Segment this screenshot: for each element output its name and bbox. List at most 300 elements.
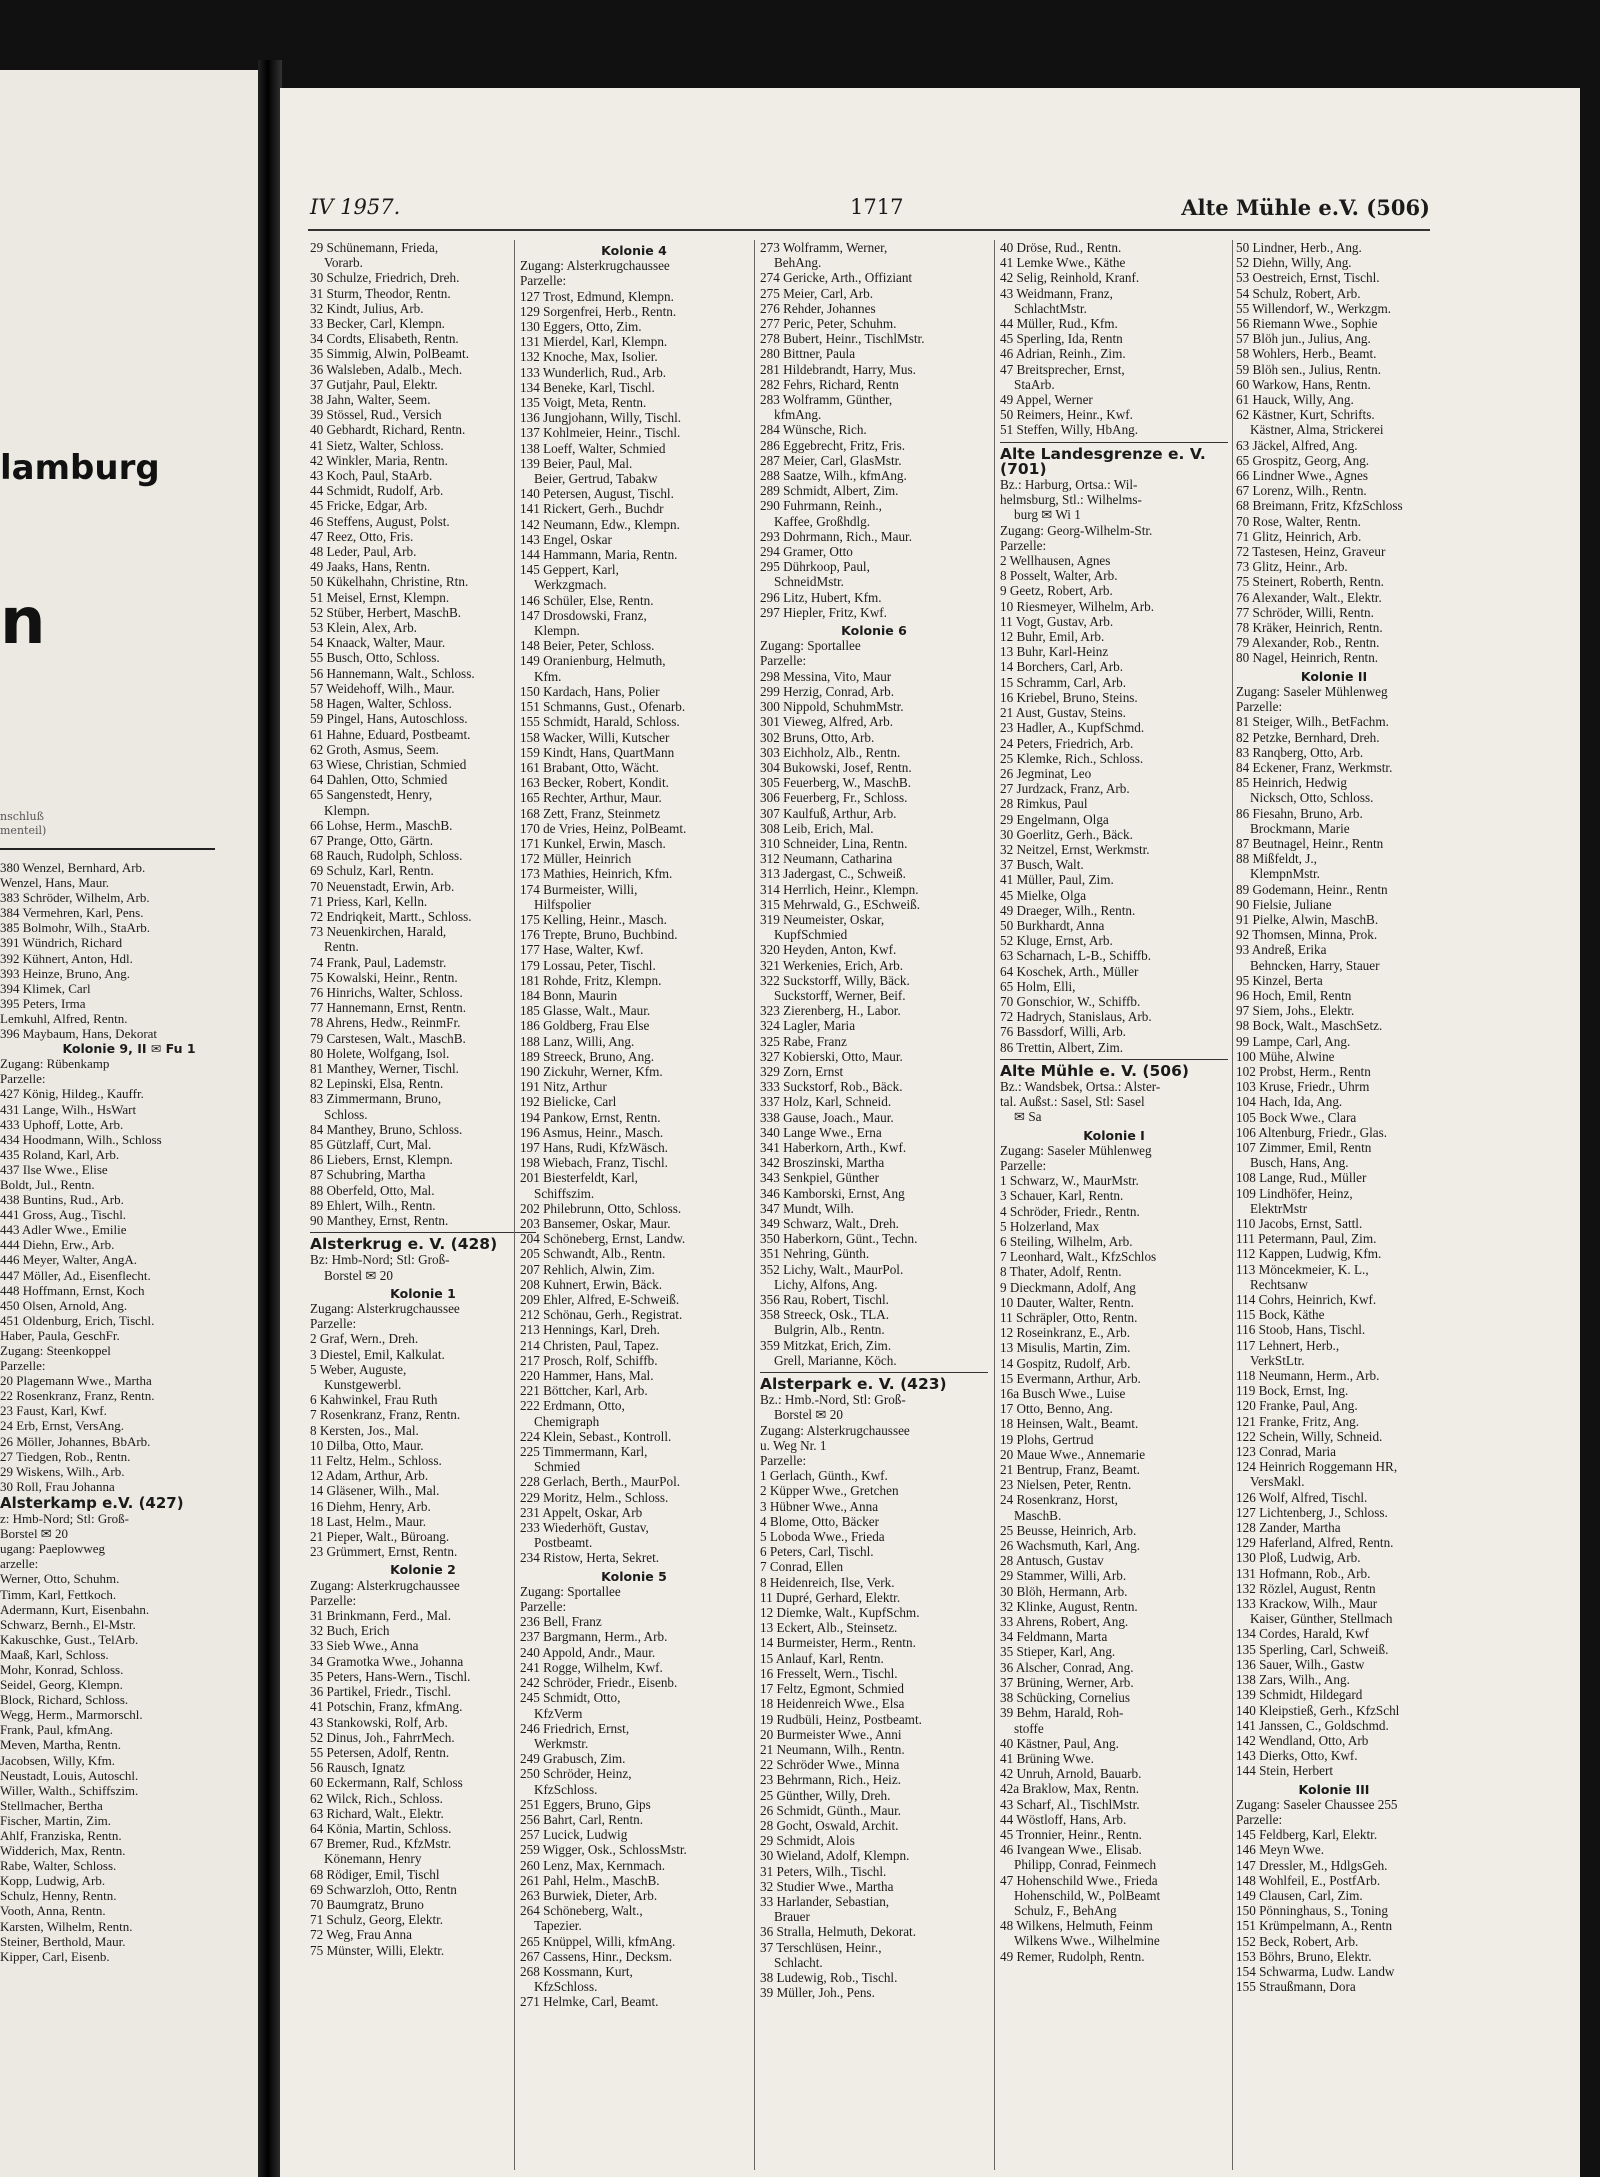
directory-entry: 152 Beck, Robert, Arb.: [1236, 1933, 1359, 1949]
left-entry: Meven, Martha, Rentn.: [0, 1737, 121, 1753]
column-divider: [994, 240, 995, 2170]
left-entry: Kipper, Carl, Eisenb.: [0, 1948, 110, 1964]
directory-entry: 284 Wünsche, Rich.: [760, 422, 867, 438]
entry-continuation: Klempn.: [534, 623, 580, 639]
directory-entry: 24 Peters, Friedrich, Arb.: [1000, 735, 1134, 751]
directory-entry: 4 Schröder, Friedr., Rentn.: [1000, 1203, 1140, 1219]
directory-entry: 263 Burwiek, Dieter, Arb.: [520, 1887, 658, 1903]
directory-entry: 76 Hinrichs, Walter, Schloss.: [310, 984, 463, 1000]
directory-entry: 192 Bielicke, Carl: [520, 1094, 617, 1110]
directory-entry: 86 Trettin, Albert, Zim.: [1000, 1039, 1124, 1055]
directory-entry: 42 Winkler, Maria, Rentn.: [310, 452, 448, 468]
directory-column-2: [520, 240, 748, 2010]
directory-entry: 338 Gause, Joach., Maur.: [760, 1109, 894, 1125]
directory-entry: 277 Peric, Peter, Schuhm.: [760, 316, 897, 332]
directory-entry: 128 Zander, Martha: [1236, 1520, 1341, 1536]
directory-entry: 132 Rözlel, August, Rentn: [1236, 1580, 1376, 1596]
left-entry: Wegg, Herm., Marmorschl.: [0, 1707, 143, 1723]
directory-entry: Parzelle:: [310, 1316, 357, 1332]
directory-entry: 62 Kästner, Kurt, Schrifts.: [1236, 407, 1375, 423]
directory-entry: 13 Misulis, Martin, Zim.: [1000, 1340, 1131, 1356]
left-entry: 447 Möller, Ad., Eisenflecht.: [0, 1267, 151, 1283]
directory-entry: 110 Jacobs, Ernst, Sattl.: [1236, 1216, 1363, 1231]
directory-entry: 260 Lenz, Max, Kernmach.: [520, 1857, 666, 1873]
directory-entry: 10 Dilba, Otto, Maur.: [310, 1437, 424, 1453]
directory-entry: 62 Groth, Asmus, Seem.: [310, 741, 439, 757]
directory-entry: 194 Pankow, Ernst, Rentn.: [520, 1109, 661, 1125]
directory-entry: 41 Müller, Paul, Zim.: [1000, 872, 1114, 888]
directory-entry: 234 Ristow, Herta, Sekret.: [520, 1550, 660, 1566]
directory-entry: 42a Braklow, Max, Rentn.: [1000, 1781, 1140, 1797]
directory-entry: 4 Blome, Otto, Bäcker: [760, 1513, 880, 1529]
left-entry: Kopp, Ludwig, Arb.: [0, 1873, 106, 1889]
directory-entry: 56 Riemann Wwe., Sophie: [1236, 316, 1378, 332]
directory-entry: 249 Grabusch, Zim.: [520, 1751, 626, 1767]
entry-continuation: Schmied: [534, 1459, 581, 1475]
directory-entry: 139 Schmidt, Hildegard: [1236, 1687, 1363, 1703]
directory-entry: 53 Klein, Alex, Arb.: [310, 620, 417, 636]
directory-entry: 31 Peters, Wilh., Tischl.: [760, 1863, 887, 1879]
left-entry: Parzelle:: [0, 1071, 46, 1087]
entry-continuation: Beier, Gertrud, Tabakw: [534, 471, 658, 487]
left-entry: Haber, Paula, GeschFr.: [0, 1327, 120, 1343]
directory-entry: 32 Klinke, August, Rentn.: [1000, 1598, 1138, 1614]
directory-entry: 74 Frank, Paul, Lademstr.: [310, 954, 447, 970]
directory-entry: 34 Cordts, Elisabeth, Rentn.: [310, 331, 459, 347]
directory-entry: 288 Saatze, Wilh., kfmAng.: [760, 468, 907, 484]
left-entry: Rabe, Walter, Schloss.: [0, 1858, 117, 1874]
directory-entry: 242 Schröder, Friedr., Eisenb.: [520, 1675, 678, 1691]
directory-entry: 347 Mundt, Wilh.: [760, 1200, 854, 1216]
directory-entry: 11 Feltz, Helm., Schloss.: [310, 1453, 442, 1469]
directory-entry: 150 Pönninghaus, S., Toning: [1236, 1903, 1388, 1919]
directory-entry: 42 Unruh, Arnold, Bauarb.: [1000, 1766, 1142, 1782]
entry-continuation: Grell, Marianne, Köch.: [774, 1352, 897, 1368]
left-small-line: menteil): [0, 824, 47, 837]
directory-entry: 11 Vogt, Gustav, Arb.: [1000, 613, 1114, 629]
directory-entry: 18 Last, Helm., Maur.: [310, 1513, 427, 1529]
entry-continuation: Kästner, Alma, Strickerei: [1250, 422, 1384, 438]
directory-entry: 130 Ploß, Ludwig, Arb.: [1236, 1550, 1361, 1566]
directory-entry: 3 Diestel, Emil, Kalkulat.: [310, 1346, 445, 1362]
directory-entry: 352 Lichy, Walt., MaurPol.: [760, 1261, 904, 1277]
left-entry: 448 Hoffmann, Ernst, Koch: [0, 1282, 145, 1298]
directory-entry: 177 Hase, Walter, Kwf.: [520, 942, 644, 958]
entry-continuation: Vorarb.: [324, 255, 363, 271]
directory-entry: 324 Lagler, Maria: [760, 1018, 856, 1034]
directory-entry: 129 Haferland, Alfred, Rentn.: [1236, 1535, 1394, 1551]
directory-entry: 209 Ehler, Alfred, E-Schweiß.: [520, 1292, 680, 1308]
directory-entry: 39 Müller, Joh., Pens.: [760, 1985, 875, 2001]
directory-entry: 229 Moritz, Helm., Schloss.: [520, 1489, 669, 1505]
directory-entry: 40 Kästner, Paul, Ang.: [1000, 1735, 1119, 1751]
directory-entry: 141 Rickert, Gerh., Buchdr: [520, 501, 664, 517]
directory-entry: u. Weg Nr. 1: [760, 1437, 827, 1453]
directory-entry: 25 Klemke, Rich., Schloss.: [1000, 750, 1144, 766]
directory-entry: 319 Neumeister, Oskar,: [760, 911, 885, 927]
directory-entry: 144 Stein, Herbert: [1236, 1763, 1334, 1779]
left-divider: [0, 848, 215, 850]
directory-entry: 91 Pielke, Alwin, MaschB.: [1236, 911, 1379, 927]
directory-entry: 21 Neumann, Wilh., Rentn.: [760, 1741, 905, 1757]
entry-continuation: VerkStLtr.: [1250, 1352, 1305, 1368]
directory-entry: 50 Kükelhahn, Christine, Rtn.: [310, 574, 469, 590]
directory-entry: 267 Cassens, Hinr., Decksm.: [520, 1948, 673, 1964]
directory-entry: 146 Meyn Wwe.: [1236, 1842, 1325, 1858]
directory-entry: 85 Heinrich, Hedwig: [1236, 775, 1347, 791]
directory-entry: 144 Hammann, Maria, Rentn.: [520, 547, 678, 563]
directory-entry: 70 Baumgratz, Bruno: [310, 1896, 424, 1912]
directory-entry: 184 Bonn, Maurin: [520, 987, 618, 1003]
directory-entry: 46 Steffens, August, Polst.: [310, 513, 450, 529]
left-entry: Schulz, Henny, Rentn.: [0, 1888, 117, 1904]
directory-entry: Zugang: Alsterkrugchaussee: [310, 1577, 460, 1593]
directory-entry: 25 Günther, Willy, Dreh.: [760, 1787, 891, 1803]
directory-entry: 68 Rödiger, Emil, Tischl: [310, 1866, 440, 1882]
directory-entry: 73 Neuenkirchen, Harald,: [310, 924, 447, 940]
directory-entry: 84 Eckener, Franz, Werkmstr.: [1236, 759, 1393, 775]
entry-continuation: Schloss.: [324, 1106, 368, 1122]
directory-entry: 36 Stralla, Helmuth, Dekorat.: [760, 1924, 917, 1940]
directory-entry: 63 Scharnach, L-B., Schiffb.: [1000, 948, 1152, 964]
column-divider: [514, 240, 515, 2170]
association-heading: Alsterpark e. V. (423): [760, 1372, 988, 1392]
entry-continuation: burg ✉ Wi 1: [1014, 507, 1081, 523]
directory-entry: 29 Engelmann, Olga: [1000, 811, 1109, 827]
directory-entry: 343 Senkpiel, Günther: [760, 1170, 880, 1186]
directory-entry: 32 Neitzel, Ernst, Werkmstr.: [1000, 841, 1150, 857]
entry-continuation: Kaiser, Günther, Stellmach: [1250, 1611, 1393, 1627]
directory-entry: 12 Roseinkranz, E., Arb.: [1000, 1325, 1131, 1341]
directory-entry: 137 Kohlmeier, Heinr., Tischl.: [520, 425, 681, 441]
directory-entry: 37 Busch, Walt.: [1000, 857, 1084, 873]
directory-entry: 106 Altenburg, Friedr., Glas.: [1236, 1124, 1388, 1140]
directory-entry: 138 Zars, Wilh., Ang.: [1236, 1672, 1350, 1688]
directory-entry: Zugang: Saseler Mühlenweg: [1236, 683, 1388, 699]
directory-entry: 32 Studier Wwe., Martha: [760, 1878, 894, 1894]
directory-entry: 286 Eggebrecht, Fritz, Fris.: [760, 437, 906, 453]
directory-entry: 14 Gläsener, Wilh., Mal.: [310, 1483, 440, 1499]
directory-entry: 327 Kobierski, Otto, Maur.: [760, 1048, 903, 1064]
directory-entry: 26 Wachsmuth, Karl, Ang.: [1000, 1538, 1141, 1554]
directory-entry: 85 Gützlaff, Curt, Mal.: [310, 1136, 432, 1152]
directory-entry: 134 Beneke, Karl, Tischl.: [520, 379, 655, 395]
directory-entry: 98 Bock, Walt., MaschSetz.: [1236, 1018, 1383, 1034]
directory-entry: 80 Nagel, Heinrich, Rentn.: [1236, 650, 1379, 666]
entry-continuation: Hohenschild, W., PolBeamt: [1014, 1887, 1161, 1903]
directory-entry: 79 Carstesen, Walt., MaschB.: [310, 1030, 466, 1046]
directory-entry: 26 Schmidt, Günth., Maur.: [760, 1802, 902, 1818]
directory-entry: 176 Trepte, Bruno, Buchbind.: [520, 927, 678, 943]
left-small-line: nschluß: [0, 810, 44, 823]
left-entry: ugang: Paeplowweg: [0, 1541, 106, 1557]
left-entry: 26 Möller, Johannes, BbArb.: [0, 1433, 151, 1449]
directory-entry: 43 Weidmann, Franz,: [1000, 285, 1113, 301]
directory-entry: 35 Simmig, Alwin, PolBeamt.: [310, 346, 469, 362]
left-entry: 396 Maybaum, Hans, Dekorat: [0, 1026, 158, 1042]
directory-entry: 14 Gospitz, Rudolf, Arb.: [1000, 1355, 1131, 1371]
directory-entry: 19 Plohs, Gertrud: [1000, 1431, 1094, 1447]
colony-heading: Kolonie II: [1300, 668, 1368, 684]
directory-entry: 10 Riesmeyer, Wilhelm, Arb.: [1000, 598, 1154, 614]
directory-entry: 16 Kriebel, Bruno, Steins.: [1000, 689, 1138, 705]
directory-entry: 41 Brüning Wwe.: [1000, 1750, 1094, 1766]
directory-entry: 44 Müller, Rud., Kfm.: [1000, 316, 1118, 332]
directory-entry: 312 Neumann, Catharina: [760, 851, 893, 867]
directory-entry: 54 Knaack, Walter, Maur.: [310, 635, 446, 651]
directory-entry: 170 de Vries, Heinz, PolBeamt.: [520, 820, 687, 836]
directory-entry: 46 Ivangean Wwe., Elisab.: [1000, 1842, 1142, 1858]
directory-entry: 68 Rauch, Rudolph, Schloss.: [310, 848, 463, 864]
left-entry: Karsten, Wilhelm, Rentn.: [0, 1918, 133, 1934]
directory-entry: 90 Fielsie, Juliane: [1236, 896, 1332, 912]
left-entry: 446 Meyer, Walter, AngA.: [0, 1252, 138, 1268]
entry-continuation: Wilkens Wwe., Wilhelmine: [1014, 1933, 1160, 1949]
directory-entry: 30 Goerlitz, Gerh., Bäck.: [1000, 826, 1133, 842]
directory-entry: Parzelle:: [1000, 1157, 1047, 1173]
directory-entry: 202 Philebrunn, Otto, Schloss.: [520, 1200, 682, 1216]
left-entry: Widderich, Max, Rentn.: [0, 1843, 126, 1859]
directory-entry: 13 Eckert, Alb., Steinsetz.: [760, 1620, 898, 1636]
directory-entry: 265 Knüppel, Willi, kfmAng.: [520, 1933, 676, 1949]
directory-entry: 66 Lohse, Herm., MaschB.: [310, 817, 453, 833]
directory-entry: 245 Schmidt, Otto,: [520, 1690, 621, 1706]
directory-entry: 81 Manthey, Werner, Tischl.: [310, 1060, 459, 1076]
directory-entry: 28 Antusch, Gustav: [1000, 1553, 1104, 1569]
directory-entry: Zugang: Sportallee: [520, 1583, 621, 1599]
left-entry: 380 Wenzel, Bernhard, Arb.: [0, 860, 146, 875]
directory-entry: 117 Lehnert, Herb.,: [1236, 1337, 1340, 1353]
directory-entry: 7 Conrad, Ellen: [760, 1559, 844, 1575]
directory-entry: 143 Engel, Oskar: [520, 531, 612, 547]
directory-entry: Bz: Hmb-Nord; Stl: Groß-: [310, 1252, 450, 1268]
entry-continuation: SchlachtMstr.: [1014, 300, 1087, 316]
directory-entry: 171 Kunkel, Erwin, Masch.: [520, 835, 666, 851]
directory-entry: 62 Wilck, Rich., Schloss.: [310, 1790, 443, 1806]
directory-entry: 264 Schöneberg, Walt.,: [520, 1903, 643, 1919]
directory-entry: 116 Stoob, Hans, Tischl.: [1236, 1322, 1366, 1338]
directory-column-4: [1000, 240, 1228, 1964]
directory-entry: 6 Kahwinkel, Frau Ruth: [310, 1392, 438, 1408]
directory-entry: 8 Kersten, Jos., Mal.: [310, 1422, 419, 1438]
directory-entry: 341 Haberkorn, Arth., Kwf.: [760, 1139, 907, 1155]
directory-entry: 133 Wunderlich, Rud., Arb.: [520, 364, 667, 380]
directory-entry: Zugang: Georg-Wilhelm-Str.: [1000, 522, 1153, 538]
directory-entry: 337 Holz, Karl, Schneid.: [760, 1094, 892, 1110]
directory-entry: 233 Wiederhöft, Gustav,: [520, 1520, 649, 1536]
directory-entry: 60 Eckermann, Ralf, Schloss: [310, 1775, 463, 1791]
directory-entry: 313 Jadergast, C., Schweiß.: [760, 866, 906, 882]
directory-entry: 323 Zierenberg, H., Labor.: [760, 1003, 901, 1019]
directory-entry: 17 Otto, Benno, Ang.: [1000, 1401, 1113, 1417]
directory-entry: 52 Dinus, Joh., FahrrMech.: [310, 1729, 455, 1745]
directory-entry: 351 Nehring, Günth.: [760, 1246, 870, 1262]
directory-entry: 79 Alexander, Rob., Rentn.: [1236, 635, 1380, 651]
left-entry-list: [0, 860, 258, 1964]
directory-entry: 3 Hübner Wwe., Anna: [760, 1498, 879, 1514]
directory-entry: 71 Glitz, Heinrich, Arb.: [1236, 528, 1362, 544]
directory-entry: 89 Ehlert, Wilh., Rentn.: [310, 1197, 436, 1213]
directory-entry: 99 Lampe, Carl, Ang.: [1236, 1033, 1351, 1049]
left-entry: Wenzel, Hans, Maur.: [0, 875, 110, 891]
directory-entry: 141 Janssen, C., Goldschmd.: [1236, 1717, 1389, 1733]
directory-entry: 146 Schüler, Else, Rentn.: [520, 592, 654, 608]
directory-entry: 50 Lindner, Herb., Ang.: [1236, 240, 1362, 255]
directory-entry: 82 Lepinski, Elsa, Rentn.: [310, 1076, 444, 1092]
directory-entry: 38 Schücking, Cornelius: [1000, 1690, 1131, 1706]
directory-entry: 122 Schein, Willy, Schneid.: [1236, 1428, 1383, 1444]
directory-entry: 15 Schramm, Carl, Arb.: [1000, 674, 1126, 690]
directory-entry: 329 Zorn, Ernst: [760, 1063, 844, 1079]
directory-entry: 47 Hohenschild Wwe., Frieda: [1000, 1872, 1158, 1888]
directory-entry: 5 Loboda Wwe., Frieda: [760, 1529, 885, 1545]
directory-entry: 119 Bock, Ernst, Ing.: [1236, 1383, 1349, 1399]
directory-entry: 149 Oranienburg, Helmuth,: [520, 653, 666, 669]
directory-entry: 72 Tastesen, Heinz, Graveur: [1236, 544, 1386, 560]
directory-entry: 208 Kuhnert, Erwin, Bäck.: [520, 1276, 663, 1292]
directory-entry: 299 Herzig, Conrad, Arb.: [760, 683, 895, 699]
left-entry: Seidel, Georg, Klempn.: [0, 1677, 123, 1693]
directory-entry: 241 Rogge, Wilhelm, Kwf.: [520, 1659, 663, 1675]
directory-entry: 63 Jäckel, Alfred, Ang.: [1236, 437, 1358, 453]
directory-entry: Parzelle:: [1236, 1811, 1283, 1827]
left-entry: Block, Richard, Schloss.: [0, 1692, 129, 1708]
directory-entry: 300 Nippold, SchuhmMstr.: [760, 699, 904, 715]
directory-entry: 33 Sieb Wwe., Anna: [310, 1638, 419, 1654]
left-entry: 29 Wiskens, Wilh., Arb.: [0, 1463, 125, 1479]
directory-entry: 56 Hannemann, Walt., Schloss.: [310, 665, 475, 681]
directory-entry: Zugang: Alsterkrugchaussee: [310, 1301, 460, 1317]
directory-entry: 21 Bentrup, Franz, Beamt.: [1000, 1462, 1140, 1478]
directory-entry: 76 Alexander, Walt., Elektr.: [1236, 589, 1382, 605]
directory-entry: 102 Probst, Herm., Rentn: [1236, 1063, 1371, 1079]
left-entry: 22 Rosenkranz, Franz, Rentn.: [0, 1388, 155, 1404]
page-number: 1717: [850, 195, 904, 219]
left-entry: Borstel ✉ 20: [0, 1526, 68, 1542]
entry-continuation: Klempn.: [324, 802, 370, 818]
directory-entry: 276 Rehder, Johannes: [760, 300, 876, 316]
directory-entry: 44 Wöstloff, Hans, Arb.: [1000, 1811, 1127, 1827]
directory-entry: 189 Streeck, Bruno, Ang.: [520, 1048, 655, 1064]
left-entry: 384 Vermehren, Karl, Pens.: [0, 905, 144, 921]
directory-entry: 45 Tronnier, Heinr., Rentn.: [1000, 1826, 1142, 1842]
directory-entry: 220 Hammer, Hans, Mal.: [520, 1368, 654, 1384]
directory-entry: Parzelle:: [760, 1453, 807, 1469]
directory-entry: 108 Lange, Rud., Müller: [1236, 1170, 1367, 1186]
directory-entry: 28 Rimkus, Paul: [1000, 796, 1088, 812]
directory-entry: Parzelle:: [520, 1599, 567, 1615]
directory-entry: 86 Liebers, Ernst, Klempn.: [310, 1152, 453, 1168]
directory-entry: 15 Evermann, Arthur, Arb.: [1000, 1370, 1141, 1386]
directory-entry: 75 Steinert, Roberth, Rentn.: [1236, 574, 1384, 590]
directory-entry: 298 Messina, Vito, Maur: [760, 668, 892, 684]
directory-entry: 135 Voigt, Meta, Rentn.: [520, 395, 647, 411]
directory-entry: 70 Neuenstadt, Erwin, Arb.: [310, 878, 455, 894]
directory-entry: 86 Fiesahn, Bruno, Arb.: [1236, 805, 1363, 821]
directory-entry: 33 Becker, Carl, Klempn.: [310, 316, 445, 332]
entry-continuation: Busch, Hans, Ang.: [1250, 1155, 1349, 1171]
directory-entry: 13 Buhr, Karl-Heinz: [1000, 644, 1109, 660]
directory-entry: Zugang: Saseler Mühlenweg: [1000, 1142, 1152, 1158]
directory-entry: 30 Blöh, Hermann, Arb.: [1000, 1583, 1128, 1599]
directory-entry: 39 Behm, Harald, Roh-: [1000, 1705, 1124, 1721]
directory-entry: 97 Siem, Johs., Elektr.: [1236, 1003, 1355, 1019]
directory-entry: 51 Steffen, Willy, HbAng.: [1000, 422, 1139, 438]
directory-entry: 75 Münster, Willi, Elektr.: [310, 1942, 445, 1958]
directory-entry: 23 Hadler, A., KupfSchmd.: [1000, 720, 1145, 736]
directory-entry: 342 Broszinski, Martha: [760, 1155, 885, 1171]
entry-continuation: StaArb.: [1014, 376, 1055, 392]
directory-entry: 107 Zimmer, Emil, Rentn: [1236, 1139, 1372, 1155]
directory-entry: 16 Diehm, Henry, Arb.: [310, 1498, 431, 1514]
entry-continuation: KfzSchloss.: [534, 1781, 598, 1797]
left-entry: Kakuschke, Gust., TelArb.: [0, 1631, 139, 1647]
directory-entry: 112 Kappen, Ludwig, Kfm.: [1236, 1246, 1382, 1262]
directory-entry: 17 Feltz, Egmont, Schmied: [760, 1681, 904, 1697]
entry-continuation: Bulgrin, Alb., Rentn.: [774, 1322, 885, 1338]
directory-entry: 186 Goldberg, Frau Else: [520, 1018, 650, 1034]
directory-entry: 114 Cohrs, Heinrich, Kwf.: [1236, 1292, 1377, 1308]
directory-entry: 103 Kruse, Friedr., Uhrm: [1236, 1079, 1370, 1095]
directory-entry: 321 Werkenies, Erich, Arb.: [760, 957, 903, 973]
directory-entry: 118 Neumann, Herm., Arb.: [1236, 1368, 1380, 1384]
directory-entry: 49 Draeger, Wilh., Rentn.: [1000, 902, 1136, 918]
association-heading: Alte Mühle e. V. (506): [1000, 1059, 1228, 1079]
directory-entry: 43 Stankowski, Rolf, Arb.: [310, 1714, 448, 1730]
directory-entry: 283 Wolframm, Günther,: [760, 392, 893, 408]
directory-entry: 134 Cordes, Harald, Kwf: [1236, 1626, 1369, 1642]
directory-entry: 273 Wolframm, Werner,: [760, 240, 888, 255]
directory-entry: 322 Suckstorff, Willy, Bäck.: [760, 972, 910, 988]
directory-entry: 55 Petersen, Adolf, Rentn.: [310, 1744, 450, 1760]
directory-entry: 19 Rudbüli, Heinz, Postbeamt.: [760, 1711, 922, 1727]
directory-entry: 155 Schmidt, Harald, Schloss.: [520, 714, 680, 730]
directory-entry: 67 Bremer, Rud., KfzMstr.: [310, 1836, 452, 1852]
directory-entry: 52 Kluge, Ernst, Arb.: [1000, 933, 1113, 949]
directory-entry: 73 Glitz, Heinr., Arb.: [1236, 559, 1348, 575]
directory-entry: 100 Mühe, Alwine: [1236, 1048, 1335, 1064]
left-entry: Neustadt, Louis, Autoschl.: [0, 1767, 139, 1783]
directory-entry: 212 Schönau, Gerh., Registrat.: [520, 1307, 683, 1323]
directory-entry: 271 Helmke, Carl, Beamt.: [520, 1994, 659, 2010]
left-entry: Boldt, Jul., Rentn.: [0, 1176, 95, 1192]
directory-entry: 132 Knoche, Max, Isolier.: [520, 349, 658, 365]
directory-entry: 64 Dahlen, Otto, Schmied: [310, 772, 448, 788]
left-association-heading: Alsterkamp e.V. (427): [0, 1493, 184, 1512]
directory-entry: 58 Wohlers, Herb., Beamt.: [1236, 346, 1377, 362]
entry-continuation: BehAng.: [774, 255, 822, 271]
directory-entry: 84 Manthey, Bruno, Schloss.: [310, 1121, 463, 1137]
directory-entry: 358 Streeck, Osk., TLA.: [760, 1307, 890, 1323]
left-entry: Ahlf, Franziska, Rentn.: [0, 1828, 122, 1843]
directory-entry: 1 Gerlach, Günth., Kwf.: [760, 1468, 888, 1484]
entry-continuation: Schulz, F., BehAng: [1014, 1902, 1117, 1918]
directory-entry: 136 Jungjohann, Willy, Tischl.: [520, 410, 682, 426]
directory-entry: 173 Mathies, Heinrich, Kfm.: [520, 866, 673, 882]
directory-entry: 142 Neumann, Edw., Klempn.: [520, 516, 680, 532]
left-entry: Maaß, Karl, Schloss.: [0, 1646, 109, 1662]
directory-entry: 52 Stüber, Herbert, MaschB.: [310, 604, 462, 620]
directory-entry: 75 Kowalski, Heinr., Rentn.: [310, 969, 458, 985]
directory-entry: 188 Lanz, Willi, Ang.: [520, 1033, 635, 1049]
directory-entry: 315 Mehrwald, G., ESchweiß.: [760, 896, 921, 912]
left-entry: 394 Klimek, Carl: [0, 980, 91, 996]
directory-entry: 231 Appelt, Oskar, Arb: [520, 1504, 643, 1520]
left-entry: 451 Oldenburg, Erich, Tischl.: [0, 1312, 155, 1328]
directory-entry: 38 Ludewig, Rob., Tischl.: [760, 1969, 898, 1985]
directory-entry: 120 Franke, Paul, Ang.: [1236, 1398, 1358, 1414]
directory-entry: 221 Böttcher, Karl, Arb.: [520, 1383, 648, 1399]
